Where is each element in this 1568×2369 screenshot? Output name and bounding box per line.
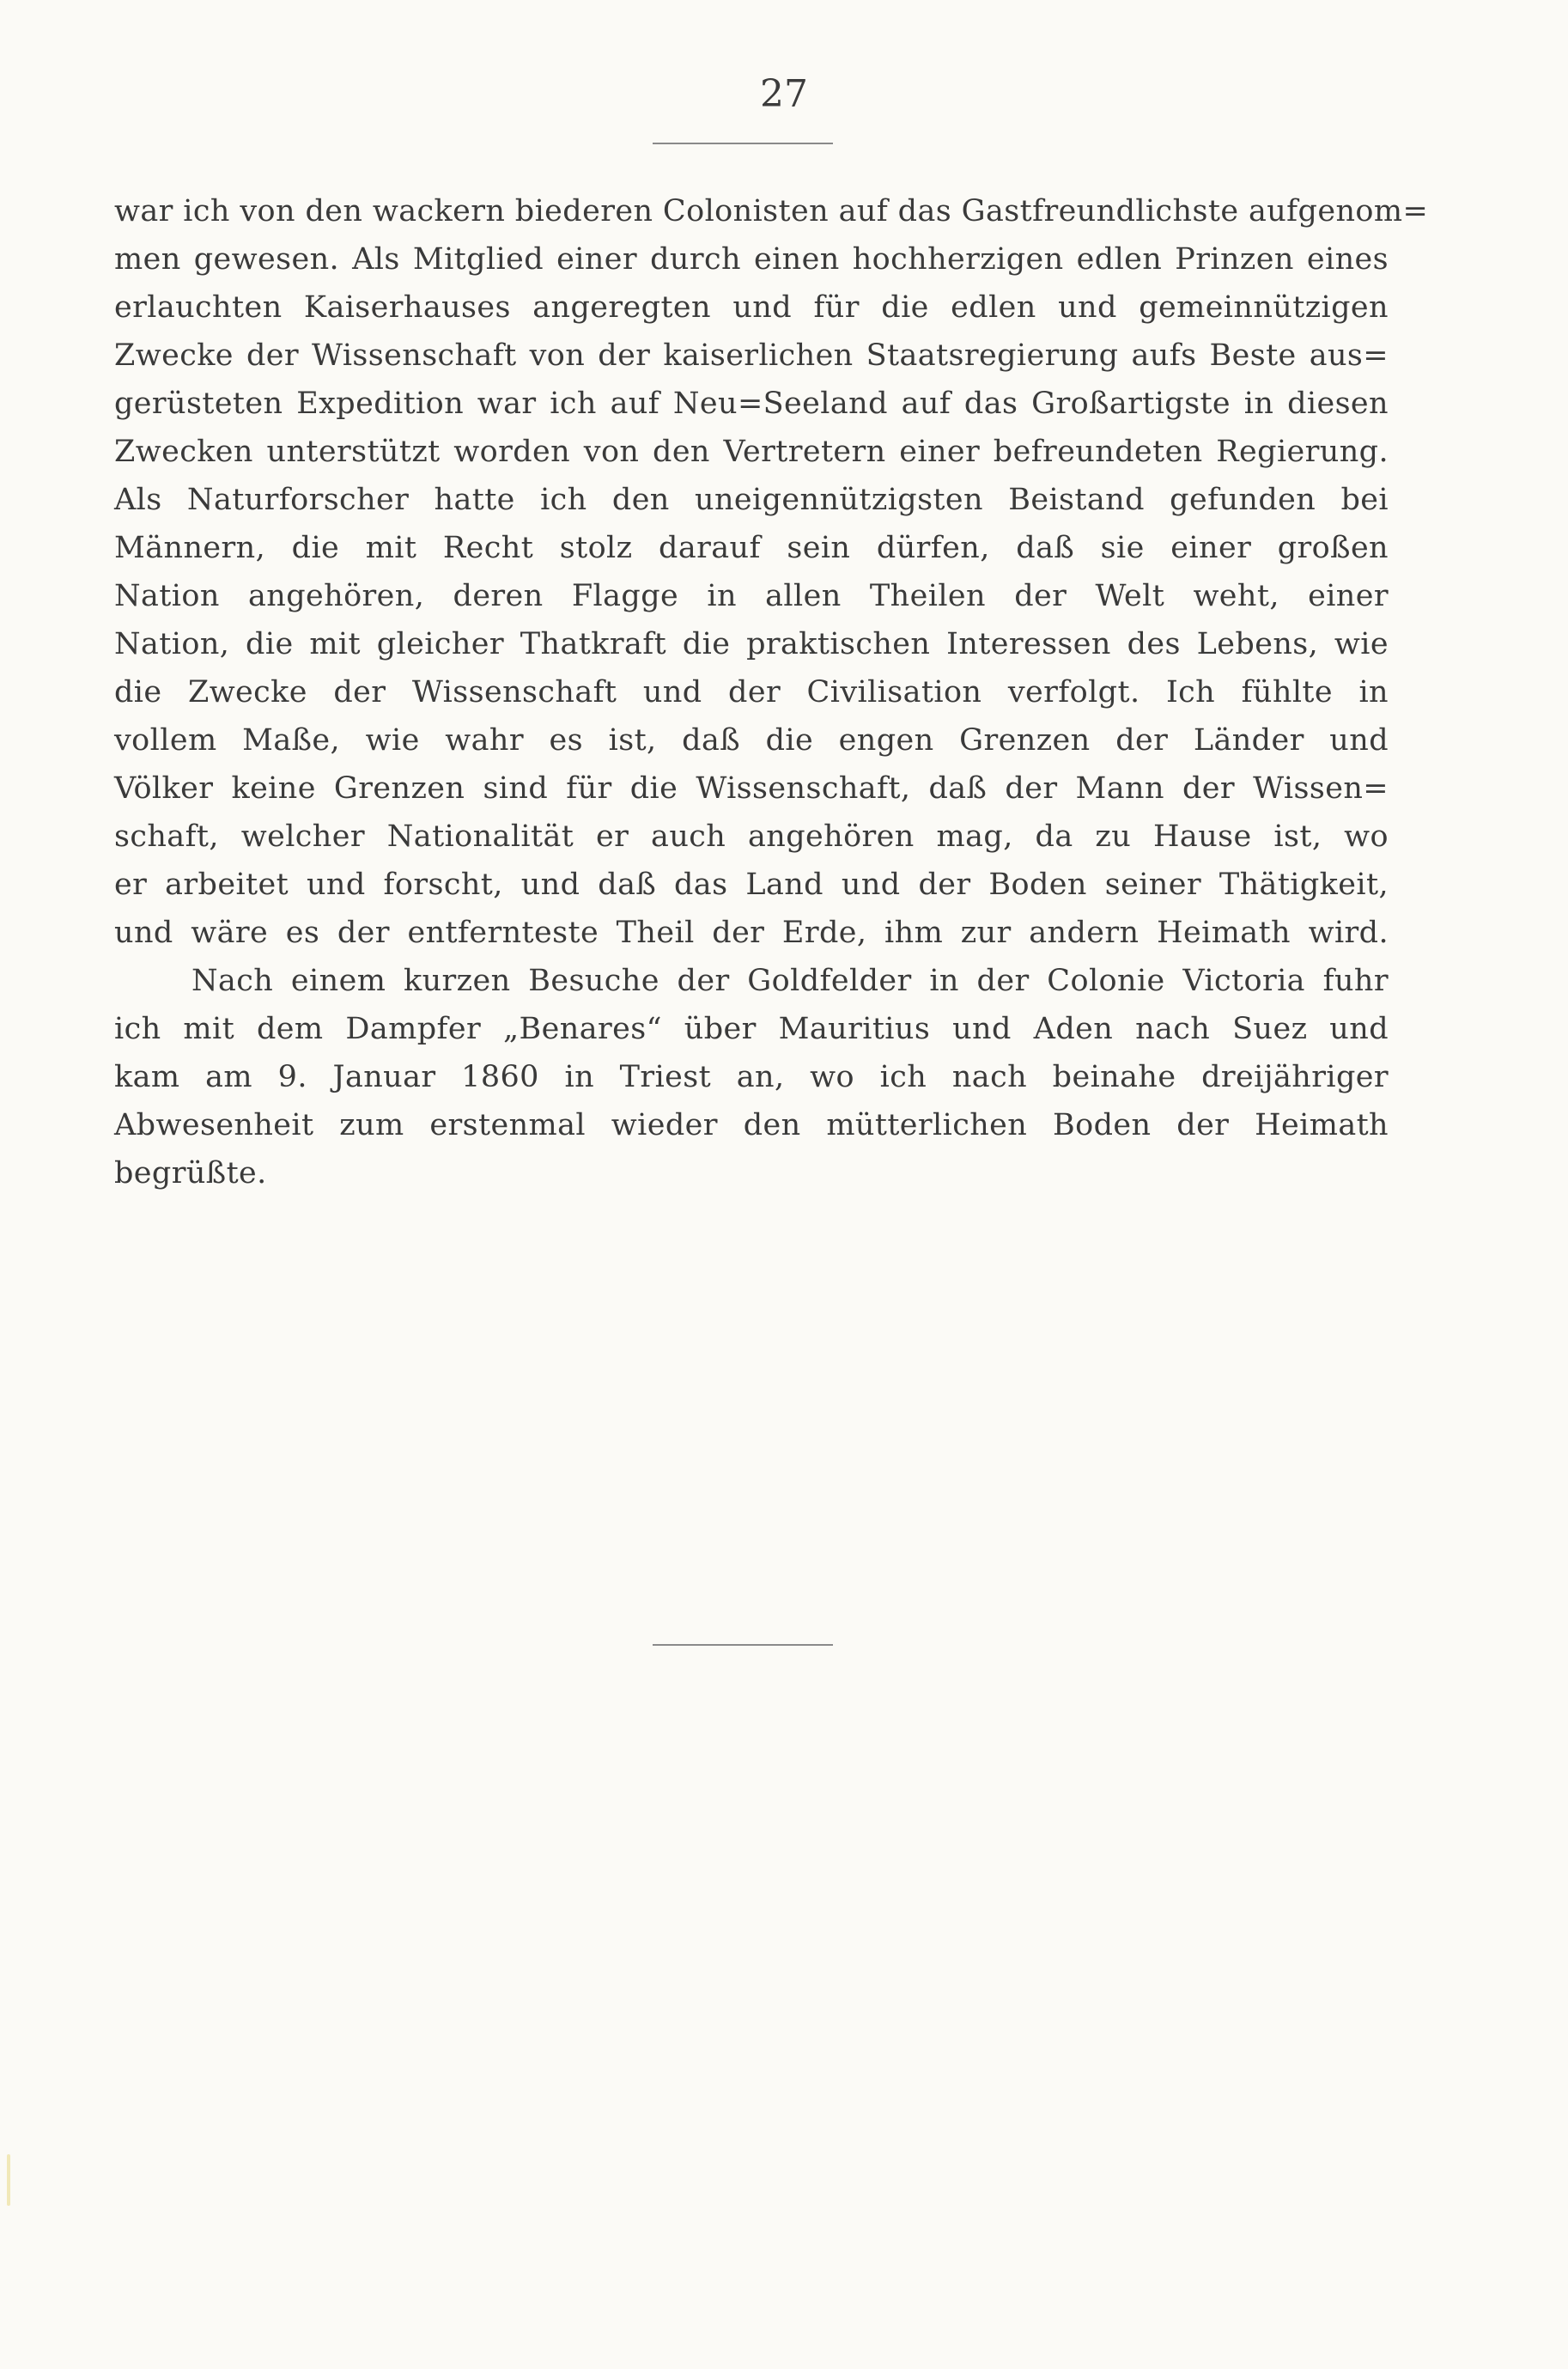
text-line: schaft, welcher Nationalität er auch angehören mag, da zu Hause ist, wo <box>114 819 1389 854</box>
end-divider <box>653 1644 833 1646</box>
text-line: Männern, die mit Recht stolz darauf sein dürfen, daß sie einer großen <box>114 531 1389 565</box>
text-line: und wäre es der entfernteste Theil der Erde, ihm zur andern Heimath wird. <box>114 916 1389 950</box>
text-line: erlauchten Kaiserhauses angeregten und für die edlen und gemeinnützigen <box>114 290 1389 325</box>
text-line: ich mit dem Dampfer „Benares“ über Mauritius und Aden nach Suez und <box>114 1012 1389 1046</box>
text-line: Völker keine Grenzen sind für die Wissenschaft, daß der Mann der Wissen= <box>114 771 1389 806</box>
text-line: gerüsteten Expedition war ich auf Neu=Seeland auf das Großartigste in diesen <box>114 387 1389 421</box>
text-line: Nation angehören, deren Flagge in allen Theilen der Welt weht, einer <box>114 579 1389 613</box>
paper-smudge <box>7 2154 10 2206</box>
text-line: er arbeitet und forscht, und daß das Land und der Boden seiner Thätigkeit, <box>114 868 1389 902</box>
text-line: Abwesenheit zum erstenmal wieder den mütterlichen Boden der Heimath <box>114 1108 1389 1142</box>
text-line: war ich von den wackern biederen Colonisten auf das Gastfreundlichste aufgenom= <box>114 194 1429 228</box>
text-line: vollem Maße, wie wahr es ist, daß die engen Grenzen der Länder und <box>114 723 1389 758</box>
text-line: kam am 9. Januar 1860 in Triest an, wo ich nach beinahe dreijähriger <box>114 1060 1389 1094</box>
body-text <box>114 187 1429 1197</box>
text-line: Zwecke der Wissenschaft von der kaiserlichen Staatsregierung aufs Beste aus= <box>114 338 1389 373</box>
header-divider <box>653 143 833 144</box>
text-line: Nach einem kurzen Besuche der Goldfelder in der Colonie Victoria fuhr <box>191 964 1389 998</box>
text-line: Nation, die mit gleicher Thatkraft die praktischen Interessen des Lebens, wie <box>114 627 1389 661</box>
text-line: die Zwecke der Wissenschaft und der Civilisation verfolgt. Ich fühlte in <box>114 675 1389 709</box>
page-number: 27 <box>760 72 808 116</box>
text-line: Als Naturforscher hatte ich den uneigennützigsten Beistand gefunden bei <box>114 483 1389 517</box>
text-line: Zwecken unterstützt worden von den Vertretern einer befreundeten Regierung. <box>114 435 1389 469</box>
text-line: men gewesen. Als Mitglied einer durch einen hochherzigen edlen Prinzen eines <box>114 242 1389 277</box>
text-line: begrüßte. <box>114 1156 267 1191</box>
